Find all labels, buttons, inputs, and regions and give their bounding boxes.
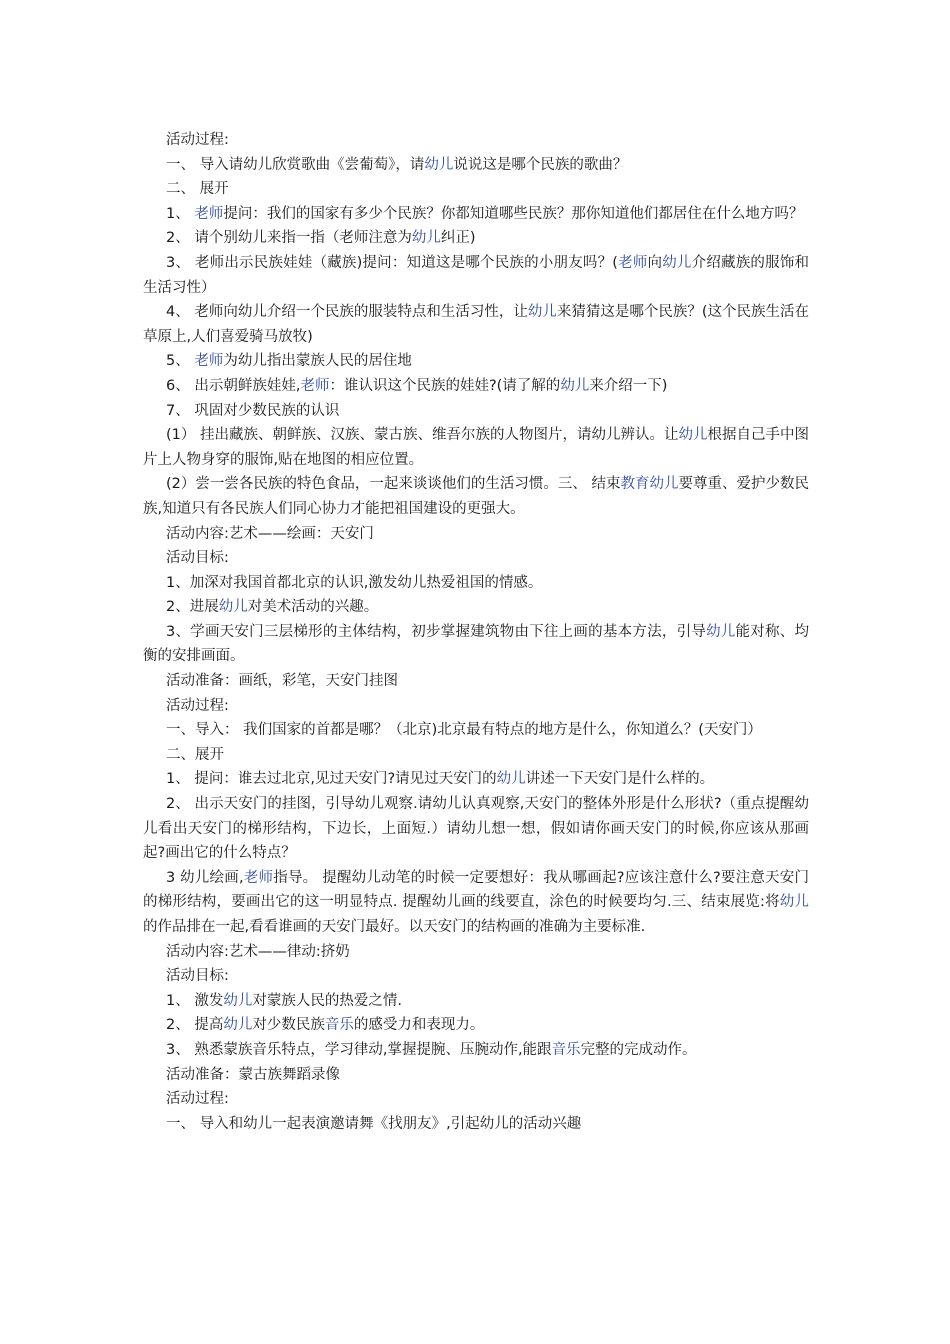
paragraph [143,964,809,989]
text-run: 能对称、均衡的安排画面。 [143,623,810,665]
text-run: 要尊重、爱护少数民族,知道只有各民族人们同心协力才能把祖国建设的更强大。 [143,476,809,517]
paragraph [143,472,809,521]
text-run: 活动过程: [166,697,229,714]
text-run: 的感受力和表现力。 [353,1017,485,1034]
paragraph [143,743,809,768]
keyword-link[interactable]: 老师 [194,353,224,370]
text-run: 2、进展 [166,599,219,616]
text-run: 提问：我们的国家有多少个民族？你都知道哪些民族？那你知道他们都居住在什么地方吗？ [223,205,804,222]
text-run: 向 [647,254,663,271]
keyword-link[interactable]: 老师 [617,254,648,271]
paragraph [143,1013,809,1038]
keyword-link[interactable]: 幼儿 [662,254,692,271]
paragraph [143,349,809,374]
paragraph [143,399,809,424]
text-run: 1、加深对我国首都北京的认识,激发幼儿热爱祖国的情感。 [166,574,543,591]
keyword-link[interactable]: 幼儿 [218,599,248,616]
text-run: 介绍藏族的服饰和生活习性） [143,254,810,296]
paragraph [143,1112,809,1137]
keyword-link[interactable]: 音乐 [551,1041,581,1058]
text-run: 2、 提高 [166,1017,224,1034]
paragraph [143,792,809,866]
text-run: (2）尝一尝各民族的特色食品，一起来谈谈他们的生活习惯。三、 结束 [166,476,621,493]
text-run: 3、 熟悉蒙族音乐特点，学习律动,掌握提腕、压腕动作,能跟 [166,1041,552,1058]
keyword-link[interactable]: 老师 [194,205,224,222]
paragraph [143,620,809,669]
text-run: 一、 导入和幼儿一起表演邀请舞《找朋友》,引起幼儿的活动兴趣 [166,1115,582,1132]
keyword-link[interactable]: 幼儿 [223,1017,253,1034]
text-run: 活动准备：画纸，彩笔，天安门挂图 [166,673,398,690]
paragraph [143,767,809,792]
text-run: 一、导入： 我们国家的首都是哪？（北京)北京最有特点的地方是什么，你知道么？(天安门） [166,722,762,739]
keyword-link[interactable]: 幼儿 [678,427,708,444]
text-run: 活动过程: [166,1091,229,1108]
text-run: 纠正) [440,230,476,247]
keyword-link[interactable]: 教育幼儿 [620,476,679,493]
paragraph [143,1087,809,1112]
text-run: 活动目标: [166,550,229,567]
keyword-link[interactable]: 幼儿 [223,992,253,1009]
paragraph [143,866,809,940]
paragraph [143,669,809,694]
text-run: 一、 导入请幼儿欣赏歌曲《尝葡萄》，请 [166,156,425,173]
text-run: 活动目标: [166,968,229,985]
text-run: 二、 展开 [166,181,229,198]
text-run: 为幼儿指出蒙族人民的居住地 [223,353,412,370]
text-run: 活动内容:艺术——绘画：天安门 [166,525,374,542]
text-run: 对蒙族人民的热爱之情. [252,992,402,1009]
text-run: 来猜猜这是哪个民族？(这个民族生活在草原上,人们喜爱骑马放牧) [143,304,809,345]
text-run: 3 幼儿绘画, [166,869,244,886]
keyword-link[interactable]: 幼儿 [496,771,526,788]
text-run: 来介绍一下) [589,377,668,394]
keyword-link[interactable]: 幼儿 [527,304,557,321]
paragraph [143,595,809,620]
text-run: 活动内容:艺术——律动:挤奶 [166,943,350,960]
text-run: (1） 挂出藏族、朝鲜族、汉族、蒙古族、维吾尔族的人物图片，请幼儿辨认。让 [166,427,679,444]
text-run: 指导。 提醒幼儿动笔的时候一定要想好：我从哪画起?应该注意什么?要注意天安门的梯形结构，要画出它的这一明显特点. 提醒幼儿画的线要直，涂色的时候要均匀.三、结束展览:将 [143,869,809,911]
text-run: 2、 出示天安门的挂图，引导幼儿观察.请幼儿认真观察,天安门的整体外形是什么形状?（重点提醒幼儿看出天安门的梯形结构，下边长，上面短.）请幼儿想一想，假如请你画天安门的时候,你应该从那画起?画出它的什么特点？ [143,796,809,862]
text-run: 7、 巩固对少数民族的认识 [166,402,340,419]
paragraph [143,1038,809,1063]
paragraph [143,1063,809,1088]
paragraph [143,300,809,349]
text-run: 根据自己手中图片上人物身穿的服饰,贴在地图的相应位置。 [143,427,809,468]
paragraph [143,546,809,571]
paragraph [143,202,809,227]
paragraph [143,374,809,399]
text-run: 3、学画天安门三层梯形的主体结构，初步掌握建筑物由下往上画的基本方法，引导 [166,623,707,640]
paragraph [143,153,809,178]
text-run: 5、 [166,353,195,370]
paragraph [143,423,809,472]
text-run: 3、 老师出示民族娃娃（藏族)提问：知道这是哪个民族的小朋友吗？( [166,254,618,271]
text-run: 说说这是哪个民族的歌曲？ [453,156,628,173]
text-run: 1、 [166,205,195,222]
paragraph [143,251,809,300]
paragraph [143,694,809,719]
keyword-link[interactable]: 幼儿 [424,156,454,173]
text-run: 对少数民族 [252,1017,325,1034]
paragraph [143,128,809,153]
text-run: 二、展开 [166,746,224,763]
text-run: 1、 激发 [166,992,224,1009]
text-run: 完整的完成动作。 [580,1041,697,1058]
paragraph [143,940,809,965]
text-run: 讲述一下天安门是什么样的。 [525,771,715,788]
text-run: 活动准备：蒙古族舞蹈录像 [166,1066,340,1083]
paragraph [143,718,809,743]
keyword-link[interactable]: 幼儿 [706,623,736,640]
text-run: 6、 出示朝鲜族娃娃, [166,377,301,394]
keyword-link[interactable]: 幼儿 [411,230,441,247]
keyword-link[interactable]: 音乐 [324,1017,354,1034]
text-run: 活动过程: [166,132,229,148]
text-run: 2、 请个别幼儿来指一指（老师注意为 [166,230,412,247]
paragraph [143,522,809,547]
text-run: 对美术活动的兴趣。 [247,599,379,616]
keyword-link[interactable]: 幼儿 [560,377,590,394]
keyword-link[interactable]: 老师 [243,869,274,886]
text-run: 1、 提问：谁去过北京,见过天安门?请见过天安门的 [166,771,497,788]
paragraph [143,989,809,1014]
paragraph [143,226,809,251]
keyword-link[interactable]: 幼儿 [779,894,809,911]
text-run: ：谁认识这个民族的娃娃?(请了解的 [329,377,561,394]
text-run: 4、 老师向幼儿介绍一个民族的服装特点和生活习性，让 [166,304,528,321]
text-run: 的作品排在一起,看看谁画的天安门最好。以天安门的结构画的准确为主要标准. [143,919,646,935]
paragraph [143,571,809,596]
document-body [143,128,809,1136]
paragraph [143,177,809,202]
keyword-link[interactable]: 老师 [300,377,330,394]
